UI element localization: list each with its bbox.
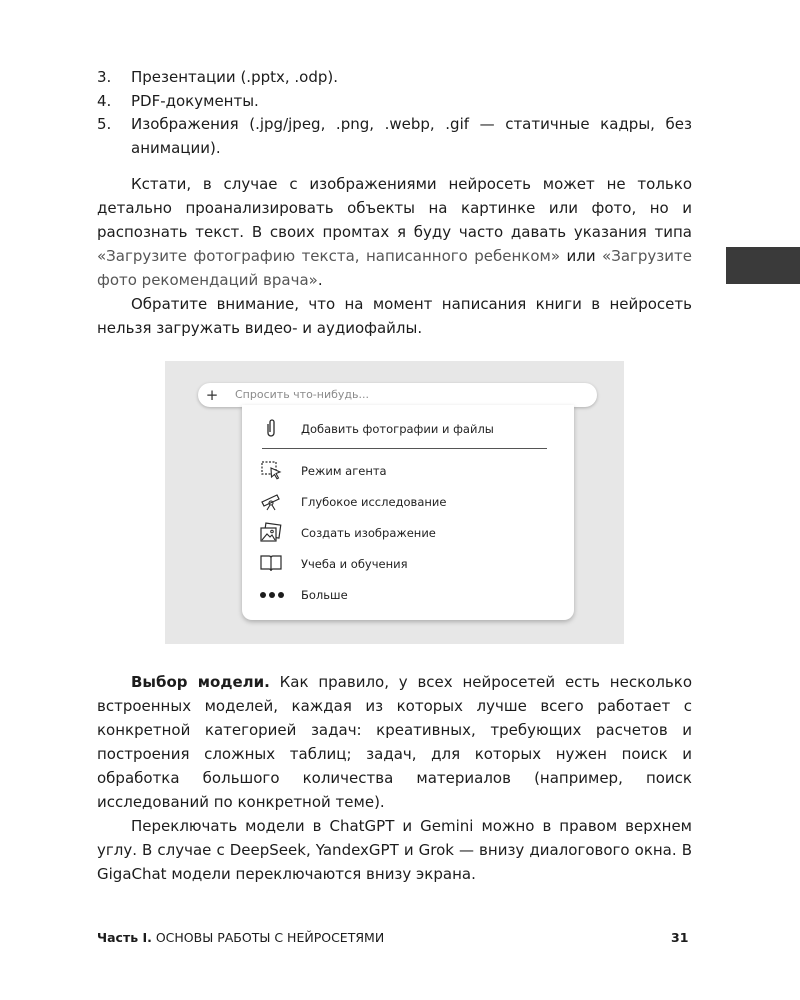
list-item: 4. PDF-документы. bbox=[97, 91, 259, 110]
menu-item-deep-research[interactable]: Глубокое исследование bbox=[242, 489, 574, 515]
image-icon bbox=[259, 522, 283, 544]
paragraph-model-choice: Выбор модели. Как правило, у всех нейросетей есть несколько встроенных моделей, каждая из которых лучше всего работает с конкретной категорией задач: креативных, требующих расчетов и построения сложных таблиц; задач, для которых нужен поиск и обработка большого количества материалов (например, поиск исследований по конкретной теме). bbox=[97, 673, 692, 811]
paragraph-images: Кстати, в случае с изображениями нейросеть может не только детально проанализировать объекты на картинке или фото, но и распознать текст. В своих промтах я буду часто давать указания типа «Загрузите фотографию текста, написанного ребенком» или «Загрузите фото рекомендаций врача». bbox=[97, 175, 692, 289]
plus-icon[interactable]: + bbox=[205, 386, 219, 404]
search-bar[interactable] bbox=[198, 383, 597, 407]
menu-item-create-image[interactable]: Создать изображение bbox=[242, 520, 574, 546]
page-number: 31 bbox=[671, 930, 689, 945]
chat-menu-figure bbox=[165, 361, 624, 644]
agent-cursor-icon bbox=[259, 460, 283, 482]
list-item: 3. Презентации (.pptx, .odp). bbox=[97, 68, 339, 86]
paragraph-model-switch: Переключать модели в ChatGPT и Gemini можно в правом верхнем углу. В случае с DeepSeek, YandexGPT и Grok — внизу диалогового окна. В GigaChat модели переключаются внизу экрана. bbox=[97, 817, 692, 883]
search-placeholder: Спросить что-нибудь... bbox=[235, 388, 369, 401]
paperclip-icon bbox=[259, 418, 283, 440]
more-icon bbox=[259, 584, 283, 606]
paragraph-video-note: Обратите внимание, что на момент написания книги в нейросеть нельзя загружать видео- и аудиофайлы. bbox=[97, 295, 692, 337]
running-footer: Часть I. ОСНОВЫ РАБОТЫ С НЕЙРОСЕТЯМИ bbox=[97, 930, 385, 945]
attach-menu bbox=[242, 405, 574, 620]
menu-item-agent-mode[interactable]: Режим агента bbox=[242, 458, 574, 484]
book-icon bbox=[259, 553, 283, 575]
menu-divider bbox=[262, 448, 547, 449]
menu-item-add-files[interactable]: Добавить фотографии и файлы bbox=[242, 416, 574, 442]
file-types-list bbox=[97, 66, 692, 160]
chapter-tab bbox=[726, 247, 800, 284]
telescope-icon bbox=[259, 491, 283, 513]
list-item: 5. Изображения (.jpg/jpeg, .png, .webp, .gif — статичные кадры, без анимации). bbox=[97, 115, 692, 157]
menu-item-more[interactable]: Больше bbox=[242, 582, 574, 608]
menu-item-study[interactable]: Учеба и обучения bbox=[242, 551, 574, 577]
